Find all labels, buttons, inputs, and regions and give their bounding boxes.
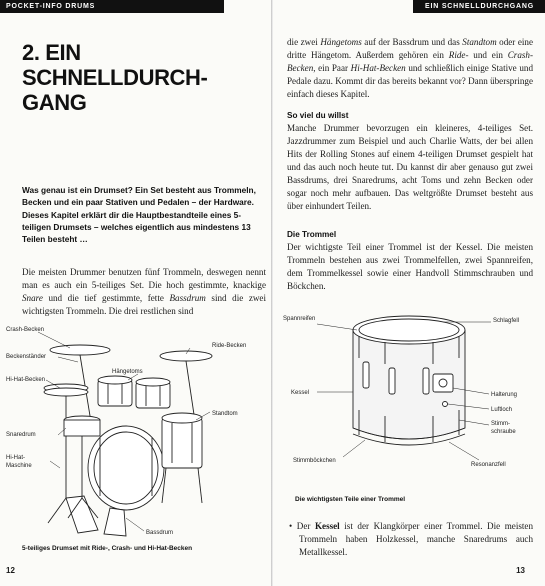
label-spannreifen: Spannreifen <box>283 316 316 322</box>
label-stimmboeckchen: Stimmböckchen <box>293 458 336 464</box>
label-stimmschraube-2: schraube <box>491 429 516 435</box>
bullet-kessel-text: Der Kessel ist der Klangkörper einer Trommel. Die meisten Trommeln haben Holzkessel, manche Snaredrums auch Metallkessel. <box>296 521 534 557</box>
label-toms: Hängetoms <box>112 369 143 375</box>
drumset-figure <box>0 318 272 546</box>
bullet-kessel: • Der Kessel ist der Klangkörper einer Trommel. Die meisten Trommeln haben Holzkessel, manche Snaredrums auch Metallkessel. <box>289 521 534 557</box>
label-snare: Snaredrum <box>6 432 36 438</box>
label-hihat-machine-2: Maschine <box>6 463 32 469</box>
label-halterung: Halterung <box>491 392 518 398</box>
right-page <box>273 0 545 586</box>
body-text-left: Die meisten Drummer benutzen fünf Trommeln, deswegen nennt man es auch ein 5-teiliges Set. Die hoch gestimmte, knackige Snare und die tief gestimmte, fette Bassdrum sind die zwei wichtigsten Trommeln. Die drei restlichen sind <box>22 267 266 316</box>
label-stand: Beckenständer <box>6 354 47 360</box>
figure-caption-left: 5-teiliges Drumset mit Ride-, Crash- und Hi-Hat-Becken <box>22 545 193 552</box>
page-number-left: 12 <box>6 566 15 575</box>
chapter-intro: Was genau ist ein Drumset? Ein Set besteht aus Trommeln, Becken und ein paar Stativen und Pedalen – der Hardware. Dieses Kapitel erklärt dir die Hauptbestandteile eines 5-teiligen Drumsets – welches eigentlich aus mindestens 13 Teilen besteht … <box>22 185 256 245</box>
subheading-trommel: Die Trommel <box>287 230 337 239</box>
label-resonanzfell: Resonanzfell <box>471 462 506 468</box>
body-text-right-1: die zwei Hängetoms auf der Bassdrum und das Standtom oder eine dritte Hängetom. Außerdem gehören ein Ride- und ein Crash-Becken, ein Paar Hi-Hat-Becken und schließlich einige Stative und Pedale dazu. Kommt dir das bereits bekannt vor? Dann überspringe einfach dieses Kapitel. <box>287 37 533 99</box>
label-stimmschraube-1: Stimm- <box>491 421 510 427</box>
label-hihat-machine-1: Hi-Hat- <box>6 455 25 461</box>
label-luftloch: Luftloch <box>491 407 513 413</box>
page-number-right: 13 <box>516 566 525 575</box>
body-text-right-3: Der wichtigste Teil einer Trommel ist der Kessel. Die meisten Trommeln bestehen aus zwei Trommelfellen, zwei Spannreifen, dem Trommelkessel sowie einer Handvoll Stimmschrauben und Böckchen. <box>287 242 533 291</box>
chapter-title: 2. EIN SCHNELLDURCH-GANG <box>22 40 208 115</box>
left-page <box>0 0 272 586</box>
subheading-so-viel: So viel du willst <box>287 111 349 120</box>
figure-caption-right: Die wichtigsten Teile einer Trommel <box>295 496 406 503</box>
label-floor-tom: Standtom <box>212 411 238 417</box>
label-bassdrum: Bassdrum <box>146 530 174 536</box>
label-ride: Ride-Becken <box>212 343 247 349</box>
label-hihat: Hi-Hat-Becken <box>6 377 46 383</box>
drum-parts-figure <box>273 300 545 495</box>
label-schlagfell: Schlagfell <box>493 318 520 324</box>
label-kessel: Kessel <box>291 390 310 396</box>
label-crash: Crash-Becken <box>6 327 45 333</box>
body-text-right-2: Manche Drummer bevorzugen ein kleineres, 4-teiliges Set. Jazzdrummer zum Beispiel und auch Charlie Watts, der bei allen Hits der Rolling Stones auf einem 4-teiligen Drumset gespielt hat und das auch noch heute tut. Du kannst dir aber genauso gut zwei Bassdrums, drei Snaredrums, acht Toms und zehn Becken oder sogar noch mehr aufbauen. Das weltgrößte Drumset besteht aus über einhundert Teilen. <box>287 123 533 211</box>
running-head-left: POCKET-INFO DRUMS <box>0 0 224 13</box>
running-head-right: EIN SCHNELLDURCHGANG <box>413 0 545 13</box>
